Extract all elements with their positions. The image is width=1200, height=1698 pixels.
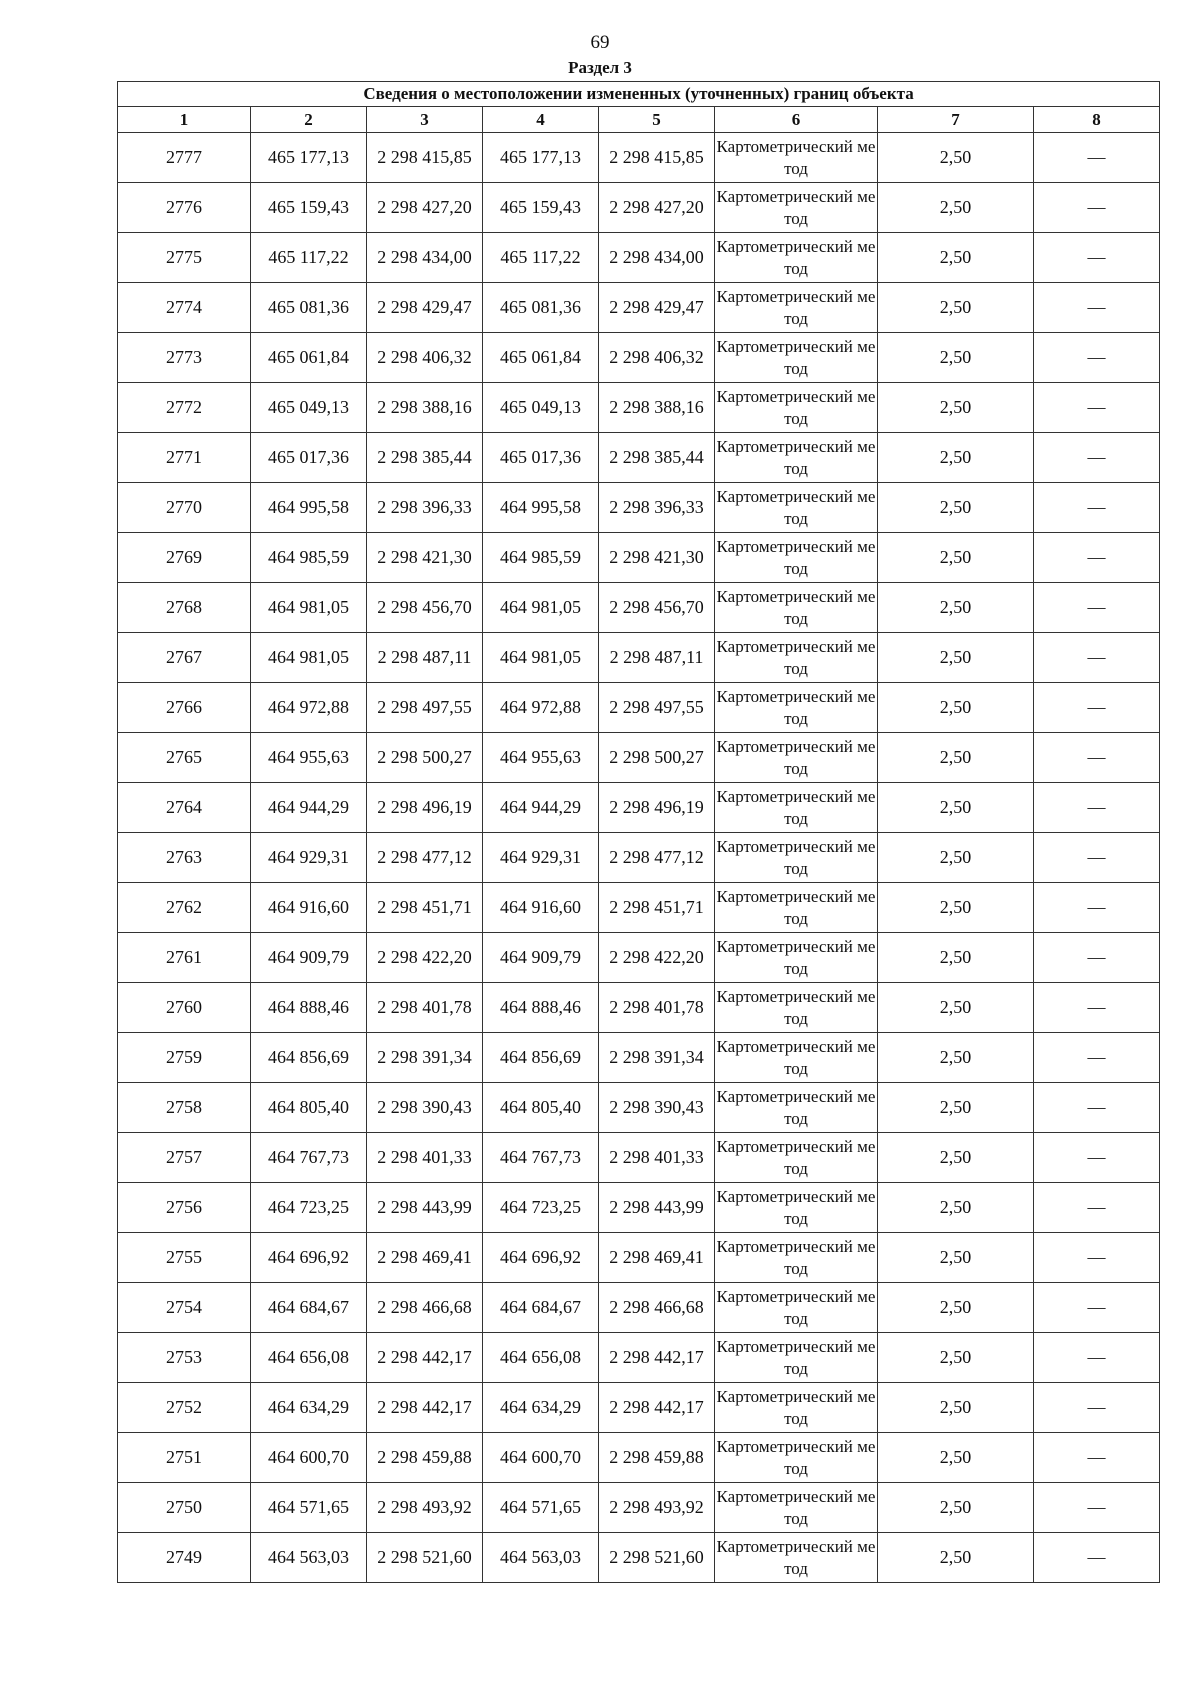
method-cell: Картометрический метод xyxy=(715,183,878,233)
method-cell: Картометрический метод xyxy=(715,633,878,683)
x-coordinate-cell: 464 916,60 xyxy=(251,883,367,933)
point-number-cell: 2749 xyxy=(118,1533,251,1583)
y-coordinate-new-cell: 2 298 487,11 xyxy=(599,633,715,683)
table-row xyxy=(118,333,1160,383)
accuracy-cell: 2,50 xyxy=(878,1283,1034,1333)
y-coordinate-cell: 2 298 442,17 xyxy=(367,1383,483,1433)
x-coordinate-new-cell: 464 944,29 xyxy=(483,783,599,833)
y-coordinate-new-cell: 2 298 427,20 xyxy=(599,183,715,233)
y-coordinate-cell: 2 298 429,47 xyxy=(367,283,483,333)
x-coordinate-cell: 465 117,22 xyxy=(251,233,367,283)
description-cell: — xyxy=(1034,433,1160,483)
y-coordinate-new-cell: 2 298 443,99 xyxy=(599,1183,715,1233)
description-cell: — xyxy=(1034,933,1160,983)
x-coordinate-new-cell: 464 684,67 xyxy=(483,1283,599,1333)
accuracy-cell: 2,50 xyxy=(878,783,1034,833)
y-coordinate-cell: 2 298 466,68 xyxy=(367,1283,483,1333)
table-row xyxy=(118,1283,1160,1333)
y-coordinate-new-cell: 2 298 415,85 xyxy=(599,133,715,183)
table-row xyxy=(118,1183,1160,1233)
description-cell: — xyxy=(1034,133,1160,183)
method-cell: Картометрический метод xyxy=(715,1283,878,1333)
point-number-cell: 2777 xyxy=(118,133,251,183)
column-number-2: 2 xyxy=(251,107,367,133)
table-body xyxy=(118,133,1160,1583)
accuracy-cell: 2,50 xyxy=(878,233,1034,283)
method-cell: Картометрический метод xyxy=(715,683,878,733)
accuracy-cell: 2,50 xyxy=(878,883,1034,933)
method-cell: Картометрический метод xyxy=(715,1483,878,1533)
accuracy-cell: 2,50 xyxy=(878,1083,1034,1133)
accuracy-cell: 2,50 xyxy=(878,583,1034,633)
y-coordinate-cell: 2 298 493,92 xyxy=(367,1483,483,1533)
description-cell: — xyxy=(1034,1233,1160,1283)
method-cell: Картометрический метод xyxy=(715,583,878,633)
table-row xyxy=(118,783,1160,833)
table-row xyxy=(118,383,1160,433)
x-coordinate-new-cell: 464 909,79 xyxy=(483,933,599,983)
x-coordinate-cell: 465 049,13 xyxy=(251,383,367,433)
point-number-cell: 2755 xyxy=(118,1233,251,1283)
column-number-7: 7 xyxy=(878,107,1034,133)
method-cell: Картометрический метод xyxy=(715,483,878,533)
x-coordinate-new-cell: 464 916,60 xyxy=(483,883,599,933)
method-cell: Картометрический метод xyxy=(715,1533,878,1583)
point-number-cell: 2760 xyxy=(118,983,251,1033)
x-coordinate-cell: 464 972,88 xyxy=(251,683,367,733)
x-coordinate-cell: 464 656,08 xyxy=(251,1333,367,1383)
column-number-8: 8 xyxy=(1034,107,1160,133)
y-coordinate-new-cell: 2 298 500,27 xyxy=(599,733,715,783)
x-coordinate-new-cell: 464 981,05 xyxy=(483,633,599,683)
table-row xyxy=(118,1033,1160,1083)
column-number-3: 3 xyxy=(367,107,483,133)
y-coordinate-cell: 2 298 422,20 xyxy=(367,933,483,983)
table-row xyxy=(118,133,1160,183)
x-coordinate-cell: 464 684,67 xyxy=(251,1283,367,1333)
x-coordinate-cell: 464 767,73 xyxy=(251,1133,367,1183)
y-coordinate-new-cell: 2 298 442,17 xyxy=(599,1383,715,1433)
y-coordinate-cell: 2 298 497,55 xyxy=(367,683,483,733)
table-row xyxy=(118,533,1160,583)
accuracy-cell: 2,50 xyxy=(878,1133,1034,1183)
table-row xyxy=(118,1533,1160,1583)
accuracy-cell: 2,50 xyxy=(878,1233,1034,1283)
method-cell: Картометрический метод xyxy=(715,733,878,783)
method-cell: Картометрический метод xyxy=(715,133,878,183)
x-coordinate-cell: 464 563,03 xyxy=(251,1533,367,1583)
x-coordinate-new-cell: 464 563,03 xyxy=(483,1533,599,1583)
accuracy-cell: 2,50 xyxy=(878,1033,1034,1083)
accuracy-cell: 2,50 xyxy=(878,433,1034,483)
point-number-cell: 2764 xyxy=(118,783,251,833)
x-coordinate-cell: 464 981,05 xyxy=(251,633,367,683)
y-coordinate-cell: 2 298 385,44 xyxy=(367,433,483,483)
y-coordinate-cell: 2 298 487,11 xyxy=(367,633,483,683)
table-row xyxy=(118,183,1160,233)
y-coordinate-cell: 2 298 406,32 xyxy=(367,333,483,383)
description-cell: — xyxy=(1034,683,1160,733)
column-number-row xyxy=(118,107,1160,133)
x-coordinate-cell: 464 805,40 xyxy=(251,1083,367,1133)
description-cell: — xyxy=(1034,983,1160,1033)
y-coordinate-cell: 2 298 442,17 xyxy=(367,1333,483,1383)
y-coordinate-cell: 2 298 434,00 xyxy=(367,233,483,283)
x-coordinate-new-cell: 465 061,84 xyxy=(483,333,599,383)
x-coordinate-new-cell: 464 888,46 xyxy=(483,983,599,1033)
x-coordinate-cell: 464 600,70 xyxy=(251,1433,367,1483)
page-number: 69 xyxy=(590,32,610,53)
description-cell: — xyxy=(1034,533,1160,583)
description-cell: — xyxy=(1034,583,1160,633)
description-cell: — xyxy=(1034,1283,1160,1333)
method-cell: Картометрический метод xyxy=(715,933,878,983)
y-coordinate-cell: 2 298 401,78 xyxy=(367,983,483,1033)
point-number-cell: 2757 xyxy=(118,1133,251,1183)
y-coordinate-new-cell: 2 298 429,47 xyxy=(599,283,715,333)
y-coordinate-new-cell: 2 298 442,17 xyxy=(599,1333,715,1383)
y-coordinate-cell: 2 298 477,12 xyxy=(367,833,483,883)
x-coordinate-new-cell: 464 972,88 xyxy=(483,683,599,733)
description-cell: — xyxy=(1034,1483,1160,1533)
table-row xyxy=(118,1433,1160,1483)
y-coordinate-new-cell: 2 298 497,55 xyxy=(599,683,715,733)
y-coordinate-new-cell: 2 298 521,60 xyxy=(599,1533,715,1583)
x-coordinate-new-cell: 465 049,13 xyxy=(483,383,599,433)
y-coordinate-cell: 2 298 401,33 xyxy=(367,1133,483,1183)
table-row xyxy=(118,483,1160,533)
description-cell: — xyxy=(1034,1433,1160,1483)
y-coordinate-new-cell: 2 298 390,43 xyxy=(599,1083,715,1133)
y-coordinate-cell: 2 298 459,88 xyxy=(367,1433,483,1483)
accuracy-cell: 2,50 xyxy=(878,933,1034,983)
point-number-cell: 2753 xyxy=(118,1333,251,1383)
table-row xyxy=(118,1333,1160,1383)
point-number-cell: 2772 xyxy=(118,383,251,433)
accuracy-cell: 2,50 xyxy=(878,633,1034,683)
method-cell: Картометрический метод xyxy=(715,1383,878,1433)
point-number-cell: 2763 xyxy=(118,833,251,883)
y-coordinate-cell: 2 298 427,20 xyxy=(367,183,483,233)
y-coordinate-new-cell: 2 298 391,34 xyxy=(599,1033,715,1083)
boundary-coordinates-table xyxy=(117,81,1160,1583)
method-cell: Картометрический метод xyxy=(715,1333,878,1383)
y-coordinate-new-cell: 2 298 496,19 xyxy=(599,783,715,833)
table-row xyxy=(118,1483,1160,1533)
table-row xyxy=(118,1083,1160,1133)
x-coordinate-new-cell: 464 656,08 xyxy=(483,1333,599,1383)
x-coordinate-new-cell: 464 571,65 xyxy=(483,1483,599,1533)
method-cell: Картометрический метод xyxy=(715,233,878,283)
description-cell: — xyxy=(1034,1533,1160,1583)
x-coordinate-cell: 464 985,59 xyxy=(251,533,367,583)
accuracy-cell: 2,50 xyxy=(878,833,1034,883)
x-coordinate-cell: 464 909,79 xyxy=(251,933,367,983)
y-coordinate-new-cell: 2 298 406,32 xyxy=(599,333,715,383)
table-row xyxy=(118,933,1160,983)
x-coordinate-new-cell: 464 955,63 xyxy=(483,733,599,783)
method-cell: Картометрический метод xyxy=(715,1433,878,1483)
table-row xyxy=(118,233,1160,283)
description-cell: — xyxy=(1034,483,1160,533)
x-coordinate-new-cell: 464 995,58 xyxy=(483,483,599,533)
y-coordinate-new-cell: 2 298 421,30 xyxy=(599,533,715,583)
accuracy-cell: 2,50 xyxy=(878,183,1034,233)
table-row xyxy=(118,1133,1160,1183)
y-coordinate-cell: 2 298 388,16 xyxy=(367,383,483,433)
point-number-cell: 2771 xyxy=(118,433,251,483)
y-coordinate-new-cell: 2 298 466,68 xyxy=(599,1283,715,1333)
accuracy-cell: 2,50 xyxy=(878,333,1034,383)
x-coordinate-cell: 465 081,36 xyxy=(251,283,367,333)
accuracy-cell: 2,50 xyxy=(878,1483,1034,1533)
column-number-1: 1 xyxy=(118,107,251,133)
accuracy-cell: 2,50 xyxy=(878,383,1034,433)
x-coordinate-cell: 465 159,43 xyxy=(251,183,367,233)
table-row xyxy=(118,1383,1160,1433)
point-number-cell: 2770 xyxy=(118,483,251,533)
y-coordinate-cell: 2 298 451,71 xyxy=(367,883,483,933)
x-coordinate-cell: 464 929,31 xyxy=(251,833,367,883)
description-cell: — xyxy=(1034,833,1160,883)
table-row xyxy=(118,283,1160,333)
section-title: Раздел 3 xyxy=(568,58,632,77)
x-coordinate-cell: 464 995,58 xyxy=(251,483,367,533)
accuracy-cell: 2,50 xyxy=(878,533,1034,583)
y-coordinate-cell: 2 298 390,43 xyxy=(367,1083,483,1133)
accuracy-cell: 2,50 xyxy=(878,683,1034,733)
description-cell: — xyxy=(1034,1183,1160,1233)
y-coordinate-cell: 2 298 521,60 xyxy=(367,1533,483,1583)
point-number-cell: 2773 xyxy=(118,333,251,383)
x-coordinate-new-cell: 464 805,40 xyxy=(483,1083,599,1133)
x-coordinate-new-cell: 464 696,92 xyxy=(483,1233,599,1283)
method-cell: Картометрический метод xyxy=(715,1183,878,1233)
table-row xyxy=(118,833,1160,883)
description-cell: — xyxy=(1034,283,1160,333)
table-row xyxy=(118,1233,1160,1283)
y-coordinate-new-cell: 2 298 451,71 xyxy=(599,883,715,933)
y-coordinate-new-cell: 2 298 422,20 xyxy=(599,933,715,983)
table-row xyxy=(118,733,1160,783)
point-number-cell: 2768 xyxy=(118,583,251,633)
point-number-cell: 2754 xyxy=(118,1283,251,1333)
accuracy-cell: 2,50 xyxy=(878,1333,1034,1383)
x-coordinate-new-cell: 464 723,25 xyxy=(483,1183,599,1233)
accuracy-cell: 2,50 xyxy=(878,483,1034,533)
x-coordinate-new-cell: 464 767,73 xyxy=(483,1133,599,1183)
accuracy-cell: 2,50 xyxy=(878,283,1034,333)
description-cell: — xyxy=(1034,1083,1160,1133)
description-cell: — xyxy=(1034,383,1160,433)
description-cell: — xyxy=(1034,783,1160,833)
description-cell: — xyxy=(1034,1133,1160,1183)
method-cell: Картометрический метод xyxy=(715,783,878,833)
description-cell: — xyxy=(1034,333,1160,383)
x-coordinate-new-cell: 464 985,59 xyxy=(483,533,599,583)
method-cell: Картометрический метод xyxy=(715,533,878,583)
y-coordinate-new-cell: 2 298 477,12 xyxy=(599,833,715,883)
point-number-cell: 2758 xyxy=(118,1083,251,1133)
point-number-cell: 2769 xyxy=(118,533,251,583)
method-cell: Картометрический метод xyxy=(715,833,878,883)
method-cell: Картометрический метод xyxy=(715,1133,878,1183)
x-coordinate-cell: 465 177,13 xyxy=(251,133,367,183)
column-number-4: 4 xyxy=(483,107,599,133)
point-number-cell: 2756 xyxy=(118,1183,251,1233)
method-cell: Картометрический метод xyxy=(715,1083,878,1133)
y-coordinate-new-cell: 2 298 385,44 xyxy=(599,433,715,483)
description-cell: — xyxy=(1034,183,1160,233)
method-cell: Картометрический метод xyxy=(715,983,878,1033)
x-coordinate-cell: 464 888,46 xyxy=(251,983,367,1033)
x-coordinate-cell: 464 955,63 xyxy=(251,733,367,783)
method-cell: Картометрический метод xyxy=(715,433,878,483)
description-cell: — xyxy=(1034,233,1160,283)
column-number-6: 6 xyxy=(715,107,878,133)
x-coordinate-cell: 465 017,36 xyxy=(251,433,367,483)
x-coordinate-new-cell: 465 017,36 xyxy=(483,433,599,483)
x-coordinate-cell: 465 061,84 xyxy=(251,333,367,383)
y-coordinate-cell: 2 298 421,30 xyxy=(367,533,483,583)
table-row xyxy=(118,583,1160,633)
y-coordinate-cell: 2 298 391,34 xyxy=(367,1033,483,1083)
y-coordinate-new-cell: 2 298 434,00 xyxy=(599,233,715,283)
x-coordinate-new-cell: 464 981,05 xyxy=(483,583,599,633)
y-coordinate-cell: 2 298 456,70 xyxy=(367,583,483,633)
method-cell: Картометрический метод xyxy=(715,1033,878,1083)
x-coordinate-cell: 464 696,92 xyxy=(251,1233,367,1283)
point-number-cell: 2759 xyxy=(118,1033,251,1083)
x-coordinate-cell: 464 634,29 xyxy=(251,1383,367,1433)
accuracy-cell: 2,50 xyxy=(878,1433,1034,1483)
y-coordinate-new-cell: 2 298 459,88 xyxy=(599,1433,715,1483)
x-coordinate-cell: 464 944,29 xyxy=(251,783,367,833)
x-coordinate-new-cell: 465 159,43 xyxy=(483,183,599,233)
point-number-cell: 2762 xyxy=(118,883,251,933)
y-coordinate-new-cell: 2 298 388,16 xyxy=(599,383,715,433)
accuracy-cell: 2,50 xyxy=(878,1533,1034,1583)
point-number-cell: 2775 xyxy=(118,233,251,283)
method-cell: Картометрический метод xyxy=(715,883,878,933)
y-coordinate-cell: 2 298 469,41 xyxy=(367,1233,483,1283)
table-caption-row xyxy=(118,82,1160,107)
y-coordinate-cell: 2 298 443,99 xyxy=(367,1183,483,1233)
description-cell: — xyxy=(1034,733,1160,783)
point-number-cell: 2766 xyxy=(118,683,251,733)
y-coordinate-cell: 2 298 496,19 xyxy=(367,783,483,833)
point-number-cell: 2774 xyxy=(118,283,251,333)
x-coordinate-new-cell: 465 081,36 xyxy=(483,283,599,333)
x-coordinate-cell: 464 723,25 xyxy=(251,1183,367,1233)
table-row xyxy=(118,983,1160,1033)
description-cell: — xyxy=(1034,883,1160,933)
column-number-5: 5 xyxy=(599,107,715,133)
point-number-cell: 2776 xyxy=(118,183,251,233)
y-coordinate-new-cell: 2 298 396,33 xyxy=(599,483,715,533)
accuracy-cell: 2,50 xyxy=(878,133,1034,183)
method-cell: Картометрический метод xyxy=(715,283,878,333)
y-coordinate-cell: 2 298 415,85 xyxy=(367,133,483,183)
table-row xyxy=(118,683,1160,733)
point-number-cell: 2765 xyxy=(118,733,251,783)
y-coordinate-new-cell: 2 298 469,41 xyxy=(599,1233,715,1283)
y-coordinate-new-cell: 2 298 401,78 xyxy=(599,983,715,1033)
description-cell: — xyxy=(1034,633,1160,683)
table-row xyxy=(118,433,1160,483)
y-coordinate-new-cell: 2 298 401,33 xyxy=(599,1133,715,1183)
accuracy-cell: 2,50 xyxy=(878,733,1034,783)
description-cell: — xyxy=(1034,1383,1160,1433)
method-cell: Картометрический метод xyxy=(715,1233,878,1283)
y-coordinate-cell: 2 298 396,33 xyxy=(367,483,483,533)
x-coordinate-cell: 464 571,65 xyxy=(251,1483,367,1533)
x-coordinate-new-cell: 464 929,31 xyxy=(483,833,599,883)
table-row xyxy=(118,633,1160,683)
point-number-cell: 2750 xyxy=(118,1483,251,1533)
x-coordinate-cell: 464 856,69 xyxy=(251,1033,367,1083)
method-cell: Картометрический метод xyxy=(715,333,878,383)
description-cell: — xyxy=(1034,1033,1160,1083)
table-row xyxy=(118,883,1160,933)
x-coordinate-new-cell: 465 177,13 xyxy=(483,133,599,183)
x-coordinate-new-cell: 464 634,29 xyxy=(483,1383,599,1433)
y-coordinate-new-cell: 2 298 456,70 xyxy=(599,583,715,633)
accuracy-cell: 2,50 xyxy=(878,983,1034,1033)
point-number-cell: 2752 xyxy=(118,1383,251,1433)
x-coordinate-new-cell: 464 600,70 xyxy=(483,1433,599,1483)
accuracy-cell: 2,50 xyxy=(878,1383,1034,1433)
method-cell: Картометрический метод xyxy=(715,383,878,433)
point-number-cell: 2767 xyxy=(118,633,251,683)
point-number-cell: 2751 xyxy=(118,1433,251,1483)
point-number-cell: 2761 xyxy=(118,933,251,983)
description-cell: — xyxy=(1034,1333,1160,1383)
y-coordinate-cell: 2 298 500,27 xyxy=(367,733,483,783)
table-caption: Сведения о местоположении измененных (уточненных) границ объекта xyxy=(118,82,1160,107)
accuracy-cell: 2,50 xyxy=(878,1183,1034,1233)
x-coordinate-new-cell: 465 117,22 xyxy=(483,233,599,283)
x-coordinate-new-cell: 464 856,69 xyxy=(483,1033,599,1083)
x-coordinate-cell: 464 981,05 xyxy=(251,583,367,633)
y-coordinate-new-cell: 2 298 493,92 xyxy=(599,1483,715,1533)
